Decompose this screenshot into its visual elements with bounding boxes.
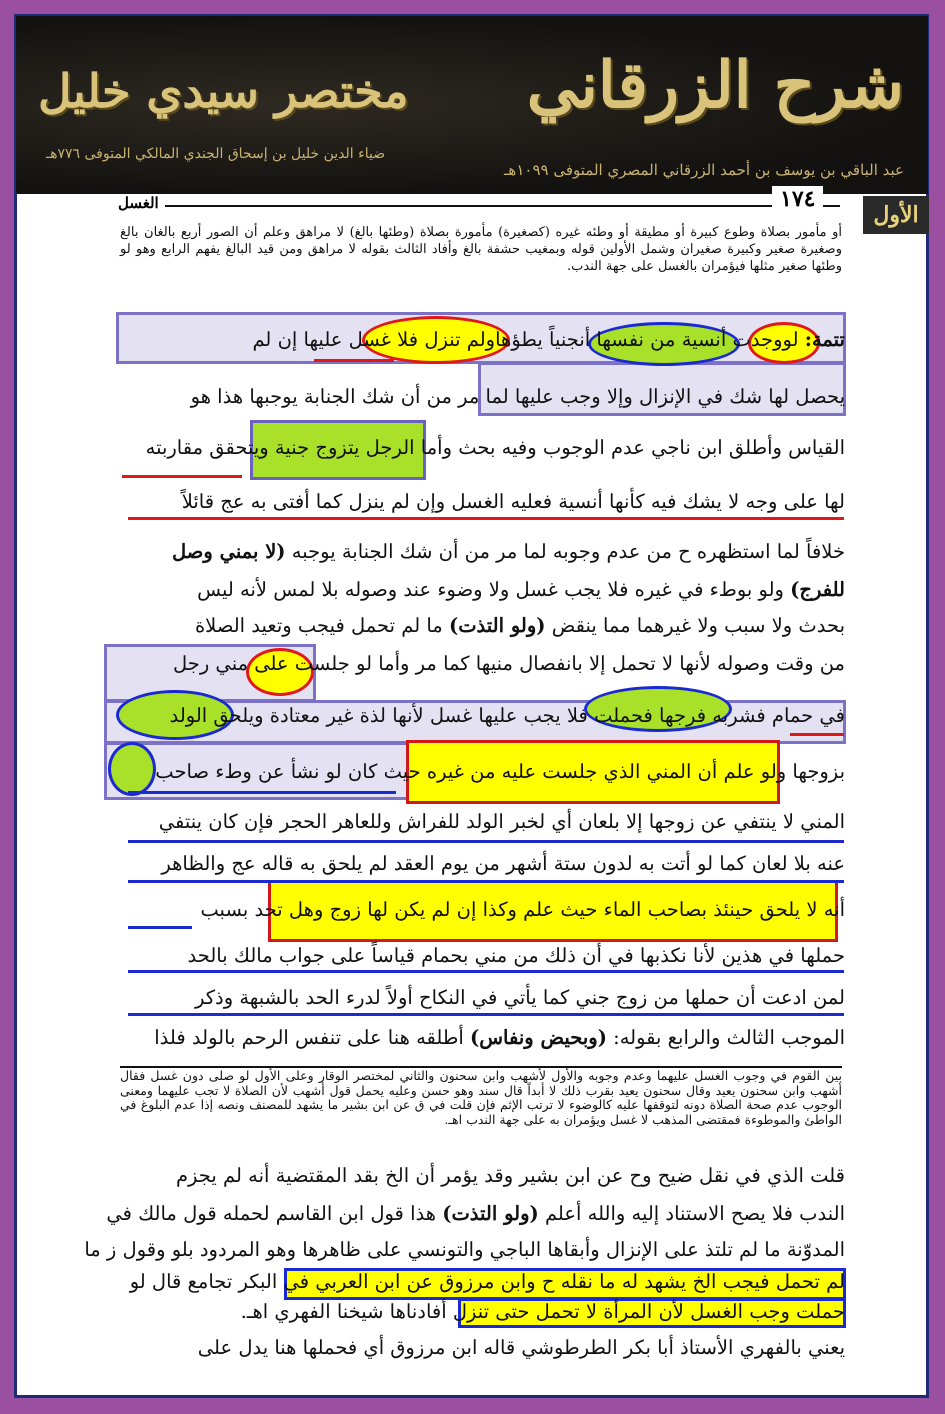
- text-matn: (ولو التذت): [442, 1202, 539, 1225]
- text-span: القياس وأطلق ابن ناجي عدم الوجوب وفيه بحث: [458, 436, 845, 459]
- text-span: وهل تحد بسبب: [200, 898, 324, 921]
- banner-title-right: شرح الزرقاني: [526, 48, 904, 123]
- text-span: ولو بوطء في غيره فلا يجب غسل ولا وضوء عند وصوله بلا لمس لأنه ليس: [197, 578, 784, 601]
- underline-blue-2: [128, 840, 844, 843]
- text-span: من وقت وصوله لأنها لا تحمل إلا بانفصال منيها كما مر: [415, 652, 845, 675]
- banner-subtitle-right: عبد الباقي بن يوسف بن أحمد الزرقاني المصري المتوفى ١٠٩٩هـ: [504, 161, 904, 179]
- text-span: الموجب الثالث والرابع بقوله:: [613, 1026, 845, 1049]
- text-attached: ويلحق الولد: [169, 704, 264, 727]
- text-line-11: المني لا ينتفي عن زوجها إلا بلعان أي لخبر الولد للفراش وللعاهر الحجر فإن كان ينتفي: [158, 810, 845, 833]
- text-line-10: [110, 760, 845, 783]
- text-span: ويتحقق مقاربته: [145, 436, 269, 459]
- text-matn: (لا بمني وصل: [172, 540, 286, 563]
- underline-blue-3: [128, 880, 844, 883]
- book-banner: [16, 16, 928, 194]
- text-span: ولم تنزل فلا غسل عليها إن لم: [252, 328, 496, 351]
- tatimma-label: تتمة:: [804, 328, 845, 351]
- text-jinn: جنياً يطؤها: [495, 328, 580, 351]
- text-line-2: [110, 385, 845, 408]
- text-span: ما لم تحمل فيجب وتعيد الصلاة: [194, 614, 443, 637]
- lower-line-3: المدوّنة ما لم تلتذ على الإنزال وأبقاها الباجي والتونسي على ظاهرها وهو المردود بلو وقول ز ما: [84, 1238, 845, 1261]
- underline-blue-4: [128, 926, 192, 929]
- text-span: أفادناها شيخنا الفهري اهـ.: [240, 1300, 447, 1323]
- text-line-14: حملها في هذين لأنا نكذبها في أن ذلك من مني بحمام قياساً على جواب مالك بالحد: [187, 944, 845, 967]
- text-not-attached: أنه لا يلحق حينئذ بصاحب الماء حيث علم وكذا إن لم يكن لها زوج: [329, 898, 845, 921]
- underline-red-1: [314, 359, 394, 362]
- footnotes: بين القوم في وجوب الغسل عليهما وعدم وجوبه والأول لأشهب وابن سحنون والثاني لمختصر الوقار وعلى الأول لو صلى دون غسل فقال أشهب وابن سحنون يعيد وقال سحنون يعيد بقرب ذلك لا أبداً قال سند وهو حسن وعليه يحمل قول أشهب لأن الصلاة لا تجب عليهما ومعنى الوجوب عدم صحة الصلاة دونه لتوقفها عليه كالوضوء لا ترتب الإثم فإن قلت في ق عن ابن بشير ما يشهد للمصنف ونصه إذا عدم البلوغ في الواطئ والموطوءة فمقتضى المذهب لا غسل ويؤمران به على جهة الندب اهـ.: [120, 1068, 842, 1127]
- text-span: لو: [782, 328, 799, 351]
- text-line-4: لها على وجه لا يشك فيه كأنها أنسية فعليه الغسل وإن لم ينزل كما أفتى به عج قائلاً: [181, 490, 845, 513]
- underline-red-3: [128, 517, 844, 520]
- text-line-3: [110, 436, 845, 459]
- underline-blue-5: [128, 970, 844, 973]
- underline-red-2: [122, 475, 242, 478]
- lower-line-4: [110, 1270, 845, 1293]
- lower-line-2: [106, 1202, 845, 1225]
- text-known-semen: ولو علم أن المني الذي جلست عليه من غيره: [426, 760, 787, 783]
- text-matn: (ولو التذت): [448, 614, 546, 637]
- lower-line-5: [110, 1300, 845, 1323]
- lower-line-6: يعني بالفهري الأستاذ أبا بكر الطرطوشي قاله ابن مرزوق أي فحملها هنا يدل على: [197, 1336, 845, 1359]
- text-man-jinn: وأما الرجل يتزوج جنية: [274, 436, 452, 459]
- text-span: الندب فلا يصح الاستناد إليه والله أعلم: [544, 1202, 845, 1225]
- page-number: ١٧٤: [772, 186, 823, 212]
- text-absorbed: فشربه فرجها فحملت: [594, 704, 766, 727]
- text-line-1: [110, 328, 845, 351]
- text-span: وأما لو: [356, 652, 410, 675]
- text-matn: للفرج): [790, 578, 845, 601]
- text-line-6: [110, 578, 845, 601]
- top-notes: أو مأمور بصلاة وطوع كبيرة أو مطيقة أو وطئه غيره (كصغيرة) مأمورة بصلاة (وطئها بالغ) لا مراهق وعلم أن الصور أربع بالغان بالغ وصغيرة صغير وكبيرة صغيران وشمل الأولين قوله وبمغيب حشفة بالغ وأفاد الثالث بقوله لا مراهق ومن قيد البالغ يفهم الرابع وهو لو وطئها صغير مثلها فيؤمران بالغسل على جهة الندب.: [120, 225, 842, 274]
- text-line-16: [110, 1026, 845, 1049]
- text-line-12: عنه بلا لعان كما لو أتت به لدون ستة أشهر من يوم العقد لم يلحق به قاله عج والظاهر: [161, 852, 845, 875]
- text-line-15: لمن ادعت أن حملها من زوج جني كما يأتي في النكاح أولاً لدرء الحد بالشبهة وذكر: [194, 986, 845, 1009]
- banner-title-left: مختصر سيدي خليل: [38, 64, 409, 118]
- volume-label: الأول: [863, 196, 929, 234]
- lower-line-1: قلت الذي في نقل ضيح وح عن ابن بشير وقد يؤمر أن الخ بقد المقتضية أنه لم يجزم: [175, 1164, 845, 1187]
- text-found-human: وجدت أنسية: [681, 328, 783, 351]
- text-span: بحدث ولا سبب ولا غيرهما مما ينقض: [551, 614, 845, 637]
- underline-red-4: [790, 733, 844, 736]
- text-husband: بزوجها: [792, 760, 845, 783]
- text-span: خلافاً لما استظهره ح من عدم وجوبه لما مر من أن شك الجنابة يوجبه: [291, 540, 845, 563]
- text-span: في حمام: [771, 704, 845, 727]
- text-span: فلا يجب عليها غسل لأنها لذة غير معتادة: [269, 704, 588, 727]
- text-span: من نفسها أن: [579, 328, 676, 351]
- text-span: أطلقه هنا على تنفس الرحم بالولد فلذا: [154, 1026, 464, 1049]
- header-rule: [120, 205, 840, 207]
- text-span: لما مر من أن شك الجنابة يوجبها هذا هو: [190, 385, 509, 408]
- underline-blue-6: [128, 1013, 844, 1016]
- chapter-title: الغسل: [112, 194, 165, 212]
- banner-subtitle-left: ضياء الدين خليل بن إسحاق الجندي المالكي المتوفى ٧٧٦هـ: [46, 146, 386, 162]
- text-line-13: [110, 898, 845, 921]
- text-line-5: [110, 540, 845, 563]
- text-matn: (وبحيض ونفاس): [470, 1026, 607, 1049]
- text-span: على مني رجل: [173, 652, 289, 675]
- text-span: حيث كان لو نشأ عن وطء صاحب: [155, 760, 421, 783]
- text-sat: جلست: [294, 652, 350, 675]
- text-line-9: [110, 704, 845, 727]
- underline-blue-1: [128, 791, 396, 794]
- text-pregnant: حملت وجب الغسل لأن المرأة لا تحمل حتى تنزل: [452, 1300, 845, 1323]
- text-line-8: [110, 652, 845, 675]
- text-line-7: [110, 614, 845, 637]
- text-span: هذا قول ابن القاسم لحمله قول مالك في: [106, 1202, 437, 1225]
- text-span: يحصل لها شك في الإنزال وإلا وجب عليها: [514, 385, 845, 408]
- text-virgin: في البكر تجامع قال لو: [129, 1270, 310, 1293]
- text-span: لم تحمل فيجب الخ يشهد له ما نقله ح وابن مرزوق عن ابن العربي: [315, 1270, 845, 1293]
